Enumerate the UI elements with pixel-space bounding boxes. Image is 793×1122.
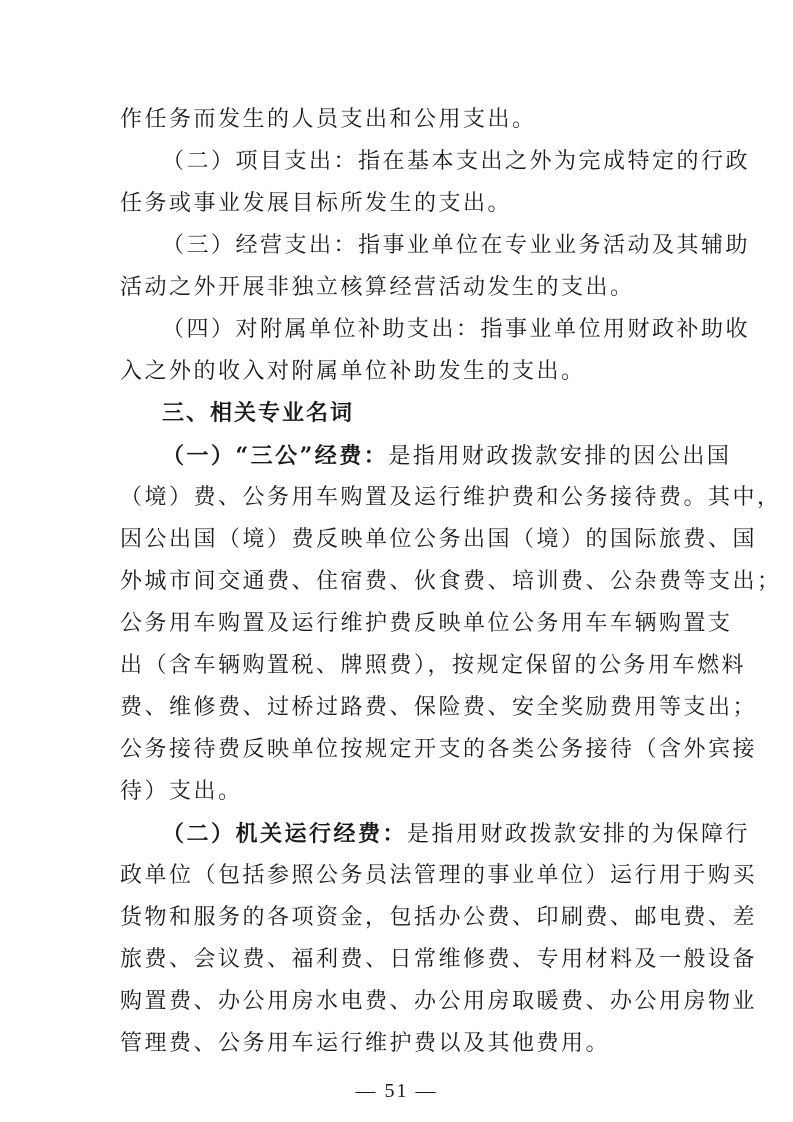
paragraph-line: 待）支出。 <box>120 779 243 804</box>
paragraph-line: 费、维修费、过桥过路费、保险费、安全奖励费用等支出； <box>120 695 758 720</box>
paragraph-line: 出（含车辆购置税、牌照费），按规定保留的公务用车燃料 <box>120 653 747 678</box>
term-label: （二）机关运行经费： <box>162 821 408 847</box>
term-label: （一）“三公”经费： <box>162 443 389 469</box>
paragraph-line: （四）对附属单位补助支出：指事业单位用财政补助收 <box>162 317 751 342</box>
paragraph-line: 管理费、公务用车运行维护费以及其他费用。 <box>120 1031 611 1056</box>
term-paragraph-first-line <box>162 441 732 472</box>
page-number: — 51 — <box>355 1080 438 1102</box>
term-definition-start: 是指用财政拨款安排的为保障行 <box>407 822 751 847</box>
paragraph-line: （二）项目支出：指在基本支出之外为完成特定的行政 <box>162 149 751 174</box>
paragraph-line: （境）费、公务用车购置及运行维护费和公务接待费。其中， <box>120 485 782 510</box>
term-paragraph-first-line <box>162 819 751 850</box>
paragraph-line: 公务用车购置及运行维护费反映单位公务用车车辆购置支 <box>120 611 733 636</box>
paragraph-line: 入之外的收入对附属单位补助发生的支出。 <box>120 359 586 384</box>
paragraph-line: 任务或事业发展目标所发生的支出。 <box>120 191 513 216</box>
section-heading: 三、相关专业名词 <box>162 401 355 426</box>
paragraph-line: 旅费、会议费、福利费、日常维修费、专用材料及一般设备 <box>120 947 758 972</box>
term-definition-start: 是指用财政拨款安排的因公出国 <box>388 444 732 469</box>
paragraph-line: 作任务而发生的人员支出和公用支出。 <box>120 107 537 132</box>
paragraph-line: 货物和服务的各项资金，包括办公费、印刷费、邮电费、差 <box>120 905 758 930</box>
paragraph-line: （三）经营支出：指事业单位在专业业务活动及其辅助 <box>162 233 751 258</box>
paragraph-line: 购置费、办公用房水电费、办公用房取暖费、办公用房物业 <box>120 989 758 1014</box>
paragraph-line: 活动之外开展非独立核算经营活动发生的支出。 <box>120 275 635 300</box>
paragraph-line: 政单位（包括参照公务员法管理的事业单位）运行用于购买 <box>120 863 758 888</box>
paragraph-line: 外城市间交通费、住宿费、伙食费、培训费、公杂费等支出； <box>120 569 782 594</box>
paragraph-line: 因公出国（境）费反映单位公务出国（境）的国际旅费、国 <box>120 527 758 552</box>
paragraph-line: 公务接待费反映单位按规定开支的各类公务接待（含外宾接 <box>120 737 758 762</box>
